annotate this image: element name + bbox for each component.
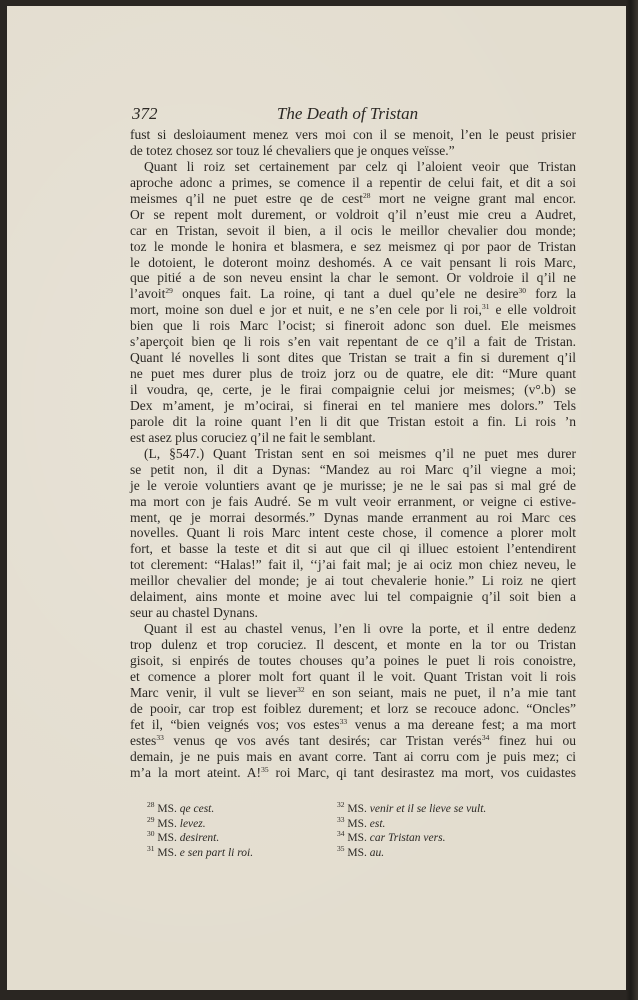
footnote-number: 31: [147, 843, 155, 853]
footnote-number: 30: [147, 829, 155, 838]
text-line: seur au chastel Dynans.: [130, 605, 258, 621]
text-line: tot clerement: “Halas!” fait il, ‘‘j’ai fait mal; je ai ociz mon chiez neveu, le: [130, 557, 576, 573]
text-segment: e elle voldroit: [489, 302, 576, 318]
text-line: [130, 685, 576, 701]
footnote-text: au.: [369, 846, 385, 859]
text-line: [130, 717, 576, 733]
text-line: se petit non, il dit a Dynas: “Mandez au roi Marc q’il viegne a moi;: [130, 461, 576, 477]
footnotes-left-column: [147, 802, 253, 860]
text-line: le dotoient, le doteront moinz deshomés. A ce vait pensant li rois Marc,: [130, 254, 576, 270]
text-segment: onques fait. La roine, qi tant a duel qu’ele ne desire: [172, 286, 519, 302]
text-line: [130, 302, 576, 318]
footnote: [147, 843, 254, 861]
footnote-prefix: MS.: [157, 846, 177, 859]
text-segment: m’a la mort ateint. A!: [130, 764, 262, 780]
running-title: The Death of Tristan: [276, 104, 419, 123]
footnote-prefix: MS.: [347, 832, 367, 844]
footnote-number: 35: [337, 843, 345, 853]
text-line: ne puet mes durer plus de troiz jorz ou de quatre, ele dit: “Mure quant: [130, 366, 576, 382]
text-line: Or se repent molt durement, or voldroit q’il n’eust mie creu a Audret,: [130, 206, 576, 222]
footnote-text: qe cest.: [179, 803, 215, 815]
text-line: est asez plus coruciez q’il ne fait le semblant.: [130, 429, 376, 445]
text-line: aproche adonc a primes, se comence il a repentir de celui fait, et dit a soi: [130, 174, 576, 190]
footnote-prefix: MS.: [347, 803, 367, 815]
text-line: [130, 765, 576, 781]
footnote: [337, 843, 486, 861]
footnote-number: 34: [337, 829, 345, 838]
footnote-text: levez.: [179, 817, 206, 830]
text-segment: venus a ma dereane fest; a ma mort: [347, 716, 577, 732]
text-line: Quant lé novelles li sont dites que Tristan se trait a fin si durement q’il: [130, 350, 576, 366]
text-line: delaiment, ains monte et moine avec lui tel compaignie q’il soit bien a: [130, 589, 576, 605]
text-segment: mort ne veigne grant mal encor.: [370, 190, 576, 206]
text-line: Dex m’ament, je m’ocirai, si finerai en tel maniere mes dolors.” Tels: [130, 397, 576, 413]
text-line: parole dit la roine quant l’en li dit que Tristan estoit a fin. Li rois ’n: [130, 413, 576, 429]
book-spine-edge: [626, 0, 638, 1000]
footnote-prefix: MS.: [157, 817, 177, 830]
text-line: bien que li rois Marc l’ocist; si fineroit adonc son duel. Ele meismes: [130, 318, 576, 334]
text-line: et comence a plorer molt fort quant il le voit. Quant Tristan voit li rois: [130, 668, 576, 684]
text-line: Quant li roiz set certainement par celz qi l’aloient veoir que Tristan: [144, 158, 576, 174]
footnote-reference: 35: [261, 764, 269, 774]
text-line: toz le monde le honira et blasmera, e sez meismez qi por paor de Tristan: [130, 238, 576, 254]
text-segment: venus qe vos avés tant desirés; car Tristan verés: [163, 732, 482, 748]
footnote-reference: 29: [165, 286, 173, 296]
footnote: [337, 831, 486, 846]
page-number: 372: [132, 104, 158, 123]
footnote: [337, 814, 486, 832]
text-segment: meismes q’il ne puet estre qe de cest: [130, 190, 364, 206]
text-segment: finez hui ou: [489, 732, 577, 748]
footnote-prefix: MS.: [157, 803, 177, 815]
footnote-prefix: MS.: [347, 846, 367, 859]
footnote-reference: 32: [297, 684, 305, 694]
text-line: novelles. Quant li rois Marc intent ceste chose, il comence a plorer molt: [130, 525, 576, 541]
text-segment: l’avoit: [130, 286, 166, 302]
footnote: [147, 814, 253, 832]
text-segment: Marc venir, il vult se liever: [130, 684, 298, 700]
text-line: de totez chosez sor touz lé chevaliers que je onques veïsse.”: [130, 142, 455, 158]
text-line: ment, qe je morrai desormés.” Dynas mande erranment au roi Marc ces: [130, 509, 576, 525]
footnote: [147, 802, 253, 817]
text-line: car en Tristan, sevoit il bien, a il ocis le meillor chevalier dou monde;: [130, 222, 576, 238]
footnote-text: est.: [369, 817, 386, 830]
text-line: [130, 191, 576, 207]
text-line: meillor chevalier del monde; je ai tout chevalerie honie.” Li roiz ne qiert: [130, 573, 576, 589]
text-segment: mort, moine son duel e jor et nuit, e ne s’en cele por li roi,: [130, 302, 482, 318]
footnote-reference: 31: [481, 302, 490, 312]
book-page: [7, 6, 628, 990]
text-line: que pitié a de son neveu ensint la char le semont. Or voldroie il q’il ne: [130, 270, 576, 286]
footnote-text: car Tristan vers.: [369, 832, 446, 844]
footnote-reference: 33: [156, 732, 164, 742]
text-line: [130, 733, 576, 749]
text-line: [130, 286, 576, 302]
text-segment: en son seiant, mais ne puet, il n’a mie tant: [304, 684, 577, 700]
footnote-text: e sen part li roi.: [179, 846, 254, 859]
footnote-number: 28: [147, 800, 155, 809]
footnote-reference: 30: [518, 286, 527, 296]
text-line: ma mort con je fais Audré. Se m vult veoir erranment, or veigne ci estive-: [130, 493, 576, 509]
text-line: Quant il est au chastel venus, l’en li ovre la porte, et il entre dedenz: [144, 621, 576, 637]
text-line: fort, et basse la teste et dit si aut que cil qi illuec estoient l’entendirent: [130, 541, 576, 557]
text-segment: estes: [130, 732, 157, 748]
text-line: de pooir, car trop est foiblez durement; et lorz se recouce adonc. “Oncles”: [130, 700, 576, 716]
text-line: fust si desloiaument menez vers moi con il se menoit, l’en le peust prisier: [130, 127, 576, 142]
text-segment: fet il, “bien veignés vos; vos estes: [130, 716, 340, 732]
footnote-reference: 34: [481, 732, 490, 742]
footnote-number: 32: [337, 800, 345, 809]
text-segment: forz la: [526, 286, 577, 302]
footnote: [147, 831, 253, 846]
text-line: je le veroie voluntiers avant qe je murisse; je ne le sai pas si mal gré de: [130, 477, 576, 493]
footnote-text: venir et il se lieve se vult.: [369, 803, 487, 815]
text-line: s’aperçoit bien qe li rois s’en vait repentant de ce q’il a fait de Tristan.: [130, 334, 576, 350]
text-line: il voudra, qe, certe, je le firai compaignie celui jor meismes; (v°.b) se: [130, 382, 576, 397]
text-line: (L, §547.) Quant Tristan sent en soi meismes q’il ne puet mes durer: [144, 445, 576, 461]
footnote-number: 29: [147, 814, 155, 824]
body-text: [130, 127, 576, 780]
running-header: [120, 104, 575, 128]
footnote-text: desirent.: [179, 832, 220, 844]
footnote-prefix: MS.: [347, 817, 367, 830]
footnote-prefix: MS.: [157, 832, 177, 844]
footnote-number: 33: [337, 814, 345, 824]
text-line: trop dulenz et trop coruciez. Il descent, et monte en la tor ou Tristan: [130, 637, 576, 652]
footnote-reference: 33: [339, 716, 348, 726]
text-line: gisoit, si enpirés de toutes chouses qu’a poines le puet li rois conoistre,: [130, 652, 576, 668]
footnote: [337, 802, 486, 817]
footnotes-right-column: [337, 802, 486, 860]
text-line: demain, je ne puis mais en avant corre. Tant ai corru com je puis mez; ci: [130, 748, 576, 764]
text-segment: roi Marc, qi tant desirastez ma mort, vos cuidastes: [268, 764, 576, 780]
footnote-reference: 28: [363, 190, 371, 200]
